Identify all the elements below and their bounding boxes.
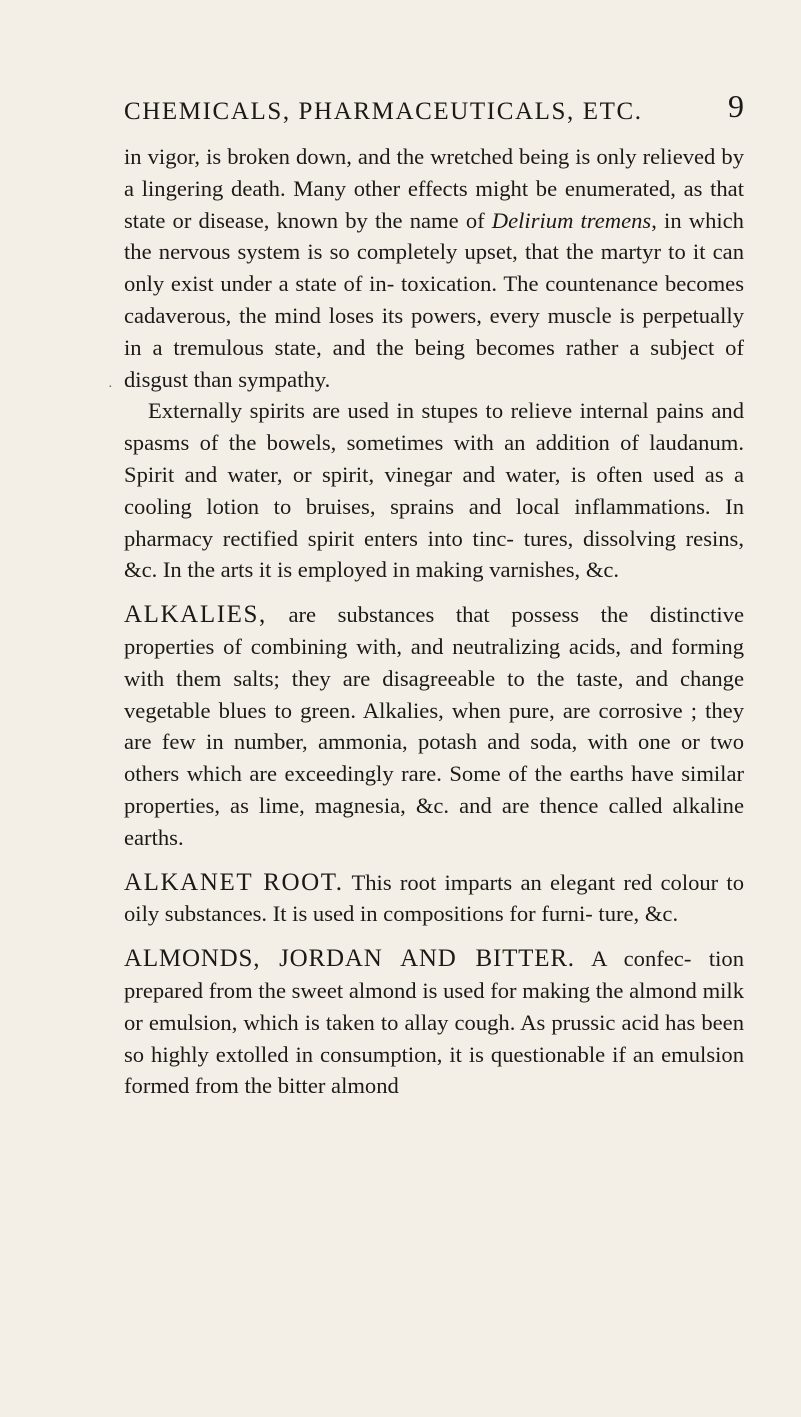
margin-mark: · bbox=[108, 380, 113, 395]
entry-almonds bbox=[124, 943, 744, 1102]
entry-headword: ALKALIES, bbox=[124, 601, 267, 629]
entry-alkalies bbox=[124, 599, 744, 853]
running-head bbox=[124, 88, 744, 132]
entry-text: are substances that possess the distinctive properties of combining with, and neutralizing acids, and forming with them salts; they are disagreeable to the taste, and change vegetable blues to green. Alkalies, when pure, are corrosive ; they are few in number, ammonia, potash and soda, with one or two others which are exceedingly rare. Some of the earths have similar properties, as lime, magnesia, &c. and are thence called alkaline earths. bbox=[124, 602, 744, 850]
paragraph-spirits-effects bbox=[124, 141, 744, 395]
paragraph-text: in vigor, is broken down, and the wretched being is only relieved by a lingering death. Many other effects might be enumerated, as that state or disease, known by the name of bbox=[124, 144, 744, 233]
paragraph-text: , in which the nervous system is so completely upset, that the martyr to it can only exist under a state of in- toxication. The countenance becomes cadaverous, the mind loses its powers, every muscle is perpetually in a tremulous state, and the being becomes rather a subject of disgust than sympathy. bbox=[124, 207, 744, 392]
entry-alkanet-root bbox=[124, 867, 744, 931]
entry-text: A confec- tion prepared from the sweet almond is used for making the almond milk or emulsion, which is taken to allay cough. As prussic acid has been so highly extolled in consumption, it is questionable if an emulsion formed from the bitter almond bbox=[124, 946, 744, 1099]
italic-term: Delirium tremens bbox=[491, 207, 652, 233]
page-number: 9 bbox=[728, 88, 744, 124]
entry-headword: ALMONDS, JORDAN AND BITTER. bbox=[124, 945, 575, 973]
running-title: CHEMICALS, PHARMACEUTICALS, ETC. bbox=[124, 98, 643, 125]
paragraph-external-use: Externally spirits are used in stupes to relieve internal pains and spasms of the bowels, sometimes with an addition of laudanum. Spirit and water, or spirit, vinegar and water, is often used as a cooling lotion to bruises, sprains and local inflammations. In pharmacy rectified spirit enters into tinc- tures, dissolving resins, &c. In the arts it is employed in making varnishes, &c. bbox=[124, 398, 744, 583]
body-text bbox=[124, 141, 744, 1102]
entry-text: This root imparts an elegant red colour to oily substances. It is used in compositions for furni- ture, &c. bbox=[124, 869, 744, 927]
entry-headword: ALKANET ROOT. bbox=[124, 868, 344, 896]
